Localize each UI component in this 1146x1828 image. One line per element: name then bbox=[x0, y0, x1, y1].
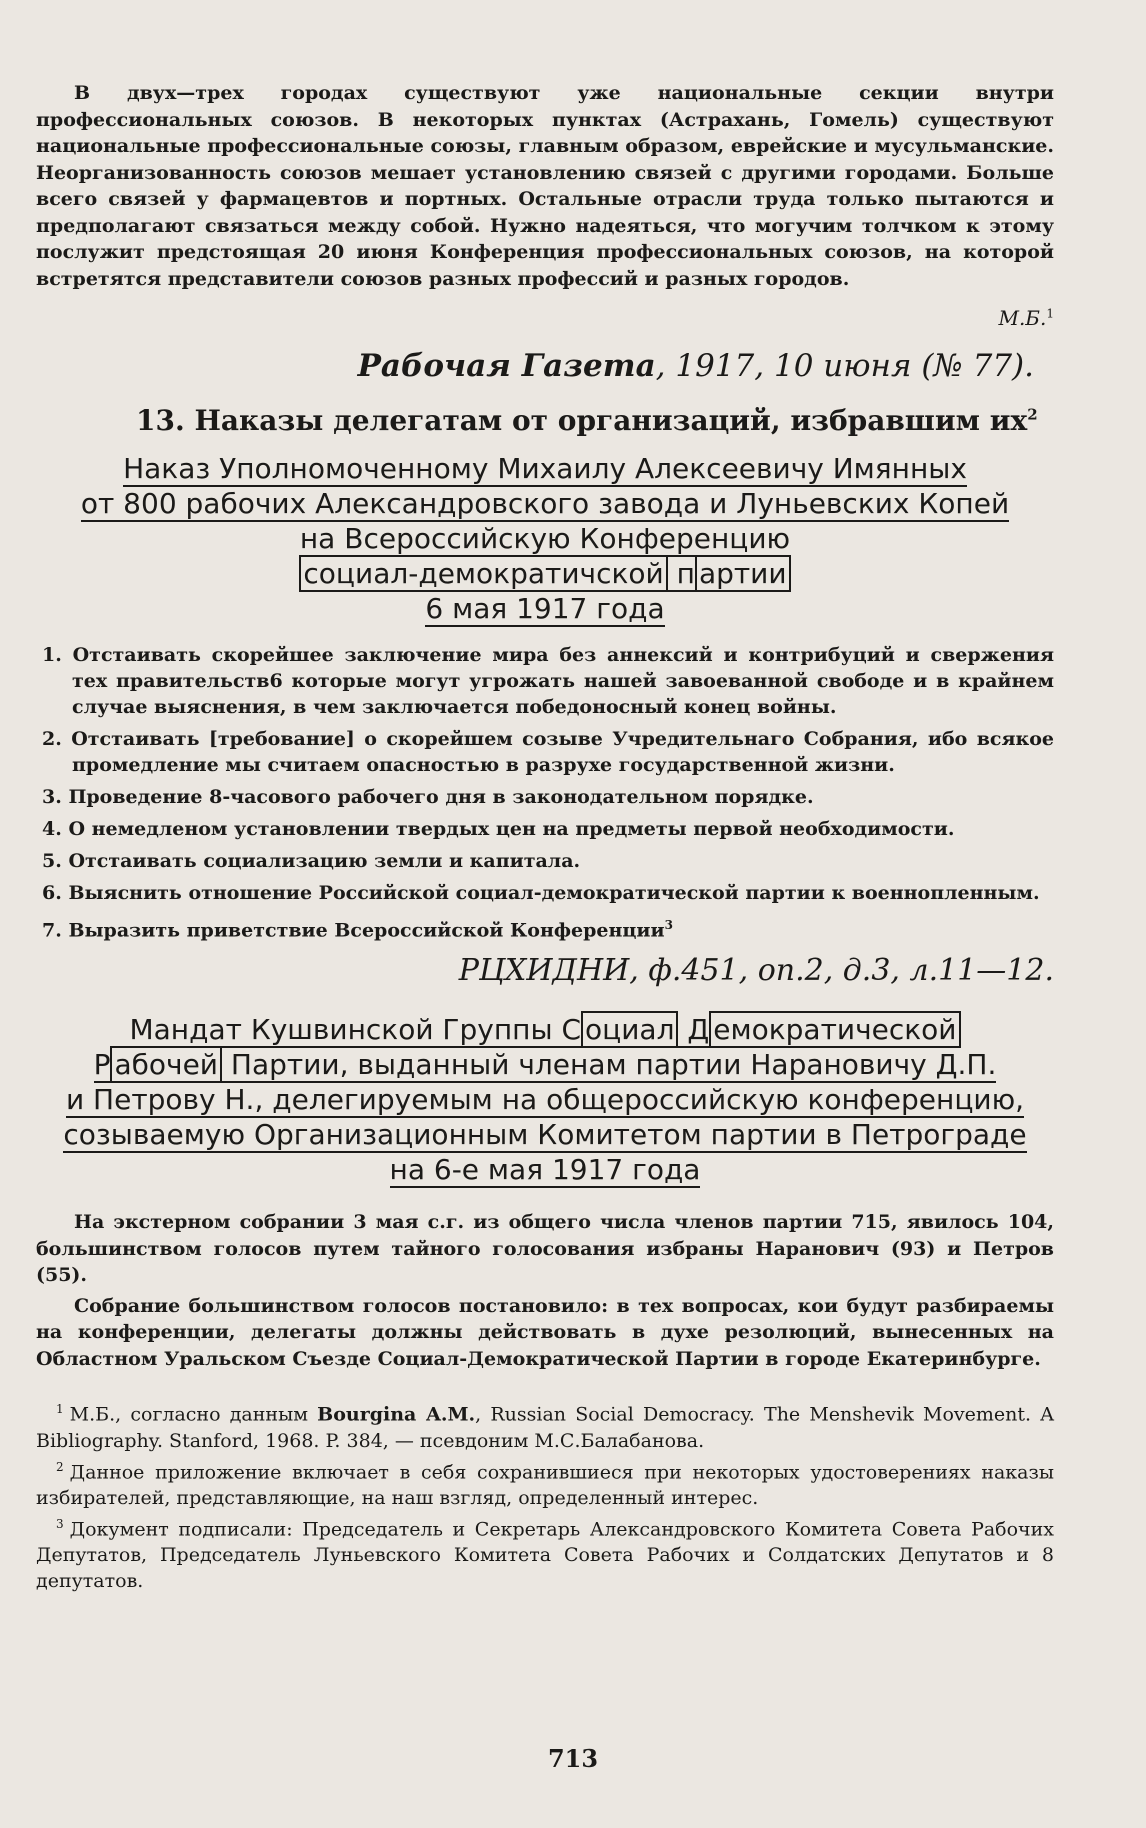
footnote-1-text-c: , Russian Social Democracy. The Menshevik Movement. A Bibliography. Stanford, 1968. P. 384, — псевдоним М.С.Балабанова. bbox=[36, 1403, 1054, 1452]
mandate-title-l2c: Партии, выданный членам партии Нарановичу Д.П. bbox=[222, 1048, 997, 1082]
archive-source: РЦХИДНИ, ф.451, оп.2, д.3, л.11—12. bbox=[458, 953, 1054, 989]
nakaz-title-line2: от 800 рабочих Александровского завода и Луньевских Копей bbox=[80, 487, 1010, 520]
nakaz-items-list bbox=[36, 642, 1054, 943]
intro-paragraph: В двух—трех городах существуют уже национальные секции внутри профессиональных союзов. В некоторых пунктах (Астрахань, Гомель) существуют национальные профессиональные союзы, главным образом, еврейские и мусульманские. Неорганизованность союзов мешает установлению связей с другими городами. Больше всего связей у фармацевтов и портных. Остальные отрасли труда только пытаются и предполагают связаться между собой. Нужно надеяться, что могучим толчком к этому послужит предстоящая 20 июня Конференция профессиональных союзов, на которой встретятся представители союзов разных профессий и разных городов. bbox=[36, 82, 1054, 290]
list-item: 2. Отстаивать [требование] о скорейшем созыве Учредительнаго Собрания, ибо всякое промедление мы считаем опасностью в разрухе государственной жизни. bbox=[42, 728, 1054, 776]
list-item: 5. Отстаивать социализацию земли и капитала. bbox=[42, 850, 581, 872]
mandate-bracket-democratic: емократической bbox=[709, 1011, 960, 1048]
footnote-1-text-a: М.Б., согласно данным bbox=[69, 1403, 318, 1426]
footnote-1-author: Bourgina A.M. bbox=[317, 1403, 476, 1426]
mandate-bracket-social: оциал bbox=[581, 1011, 678, 1048]
footnote-3-text: Документ подписали: Председатель и Секретарь Александровского Комитета Совета Рабочих Депутатов, Председатель Луньевского Комитета Совета Рабочих и Солдатских Депутатов и 8 депутатов. bbox=[36, 1518, 1054, 1593]
newspaper-source bbox=[36, 348, 1054, 384]
list-item: 1. Отстаивать скорейшее заключение мира без аннексий и контрибуций и свержения тех правительств6 которые могут угрожать нашей завоеванной свободе и в крайнем случае выяснения, в чем заключается победоносный конец войны. bbox=[42, 644, 1054, 718]
nakaz-title-line3: на Всероссийскую Конференцию bbox=[299, 522, 791, 555]
list-item: 6. Выяснить отношение Российской социал-демократической партии к военнопленным. bbox=[42, 882, 1040, 904]
section-heading-footnote-ref: 2 bbox=[1027, 405, 1038, 424]
nakaz-title-line4-mid: п bbox=[667, 557, 695, 590]
signature-text: М.Б. bbox=[998, 306, 1047, 330]
mandate-bracket-workers: абочей bbox=[110, 1046, 222, 1083]
page-number: 713 bbox=[547, 1744, 599, 1773]
mandate-body bbox=[36, 1209, 1054, 1372]
section-heading-text: 13. Наказы делегатам от организаций, избравшим их bbox=[136, 404, 1028, 437]
mandate-title bbox=[36, 1012, 1054, 1187]
list-item: 3. Проведение 8-часового рабочего дня в законодательном порядке. bbox=[42, 786, 814, 808]
nakaz-title-line1: Наказ Уполномоченному Михаилу Алексеевичу Имянных bbox=[123, 452, 967, 485]
mandate-paragraph: На экстерном собрании 3 мая с.г. из общего числа членов партии 715, явилось 104, большинством голосов путем тайного голосования избраны Наранович (93) и Петров (55). bbox=[36, 1211, 1054, 1287]
mandate-title-date: на 6-е мая 1917 года bbox=[389, 1153, 701, 1187]
signature-footnote-ref: 1 bbox=[1046, 306, 1054, 321]
mandate-title-line3: и Петрову Н., делегируемым на общероссийскую конференцию, bbox=[65, 1083, 1025, 1117]
nakaz-title bbox=[36, 451, 1054, 626]
footnote-2-number: 2 bbox=[56, 1459, 64, 1474]
nakaz-title-date: 6 мая 1917 года bbox=[425, 592, 665, 625]
footnote-3-number: 3 bbox=[56, 1516, 64, 1531]
item7-footnote-ref: 3 bbox=[664, 918, 673, 932]
list-item: 4. О немедленом установлении твердых цен на предметы первой необходимости. bbox=[42, 818, 955, 840]
nakaz-title-bracket-party-word: социал-демократичской bbox=[299, 555, 667, 592]
footnote-1-number: 1 bbox=[56, 1402, 64, 1417]
footnote-2-text: Данное приложение включает в себя сохранившиеся при некоторых удостоверениях наказы избирателей, представляющие, на наш взгляд, определенный интерес. bbox=[36, 1460, 1054, 1509]
nakaz-title-bracket-party: артии bbox=[695, 555, 791, 592]
mandate-title-line4: созываемую Организационным Комитетом партии в Петрограде bbox=[63, 1118, 1027, 1152]
list-item-7-text: 7. Выразить приветствие Всероссийской Конференции bbox=[42, 919, 665, 942]
section-heading bbox=[36, 404, 1054, 437]
footnote-1 bbox=[36, 1396, 1054, 1453]
mandate-title-l1c: Д bbox=[678, 1013, 710, 1047]
signature bbox=[36, 306, 1054, 330]
footnote-3 bbox=[36, 1511, 1054, 1594]
footnotes bbox=[36, 1396, 1054, 1594]
mandate-title-l2a: Р bbox=[93, 1048, 111, 1082]
newspaper-date: , 1917, 10 июня (№ 77). bbox=[655, 348, 1034, 384]
mandate-title-l1a: Мандат Кушвинской Группы С bbox=[129, 1013, 582, 1047]
footnote-2 bbox=[36, 1454, 1054, 1511]
list-item-7 bbox=[36, 912, 1054, 943]
mandate-paragraph: Собрание большинством голосов постановило: в тех вопросах, кои будут разбираемы на конференции, делегаты должны действовать в духе резолюций, вынесенных на Областном Уральском Съезде Социал-Демократической Партии в городе Екатеринбурге. bbox=[36, 1294, 1054, 1370]
newspaper-name: Рабочая Газета bbox=[357, 348, 656, 384]
